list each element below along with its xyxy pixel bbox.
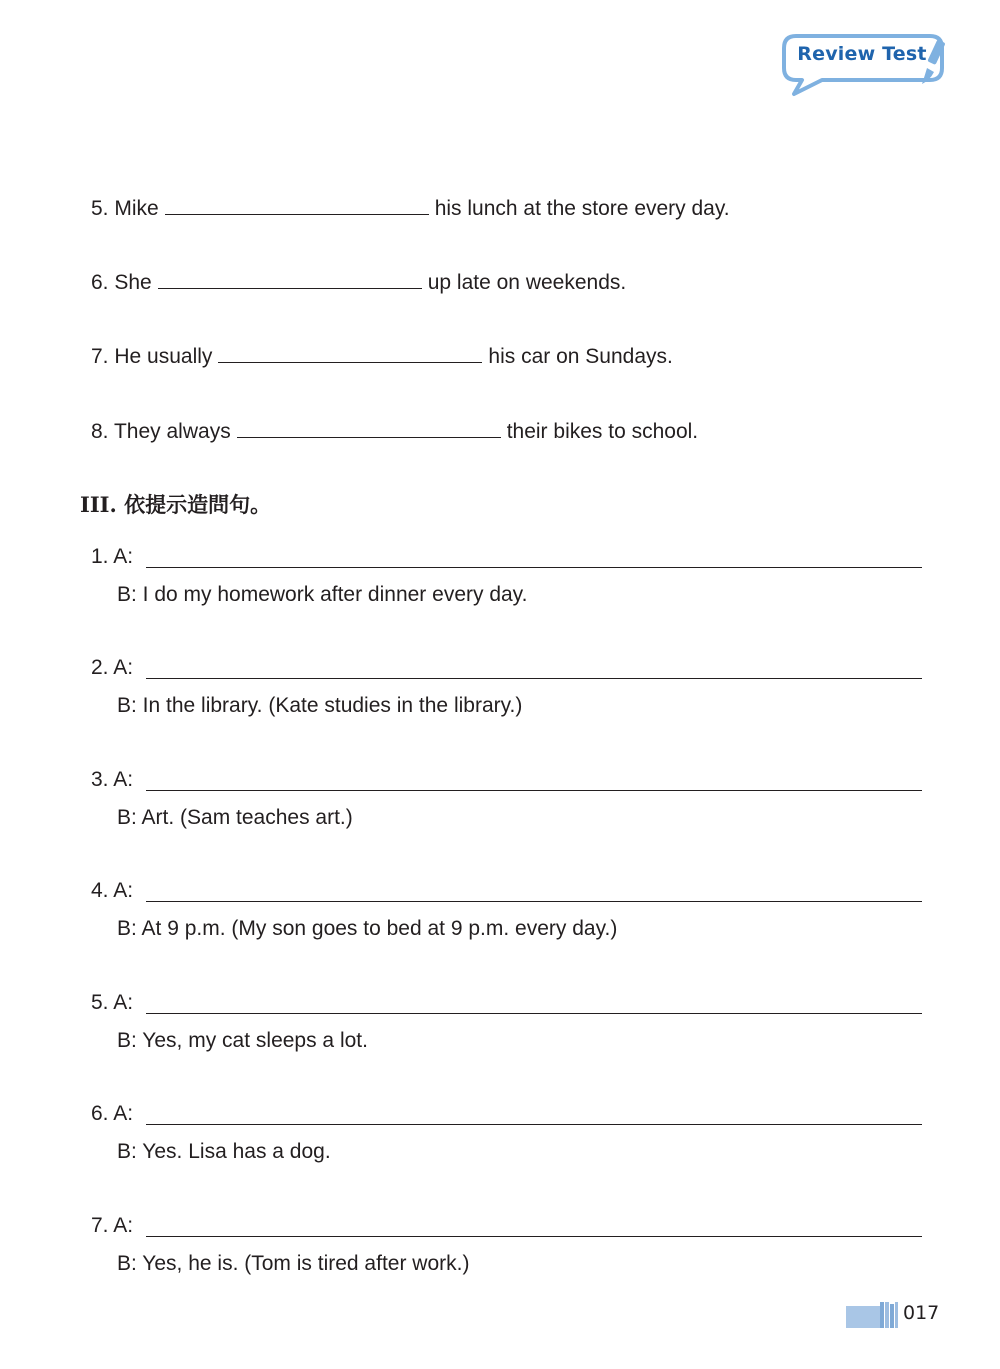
question-number: 5.: [91, 991, 109, 1014]
question-number: 1.: [91, 545, 109, 568]
question-a-row: [91, 1101, 133, 1127]
a-label: A:: [113, 656, 134, 679]
fill-in-item: [91, 417, 698, 445]
item-text-before: He usually: [114, 345, 213, 368]
question-a-row: [91, 544, 133, 570]
a-label: A:: [113, 1102, 134, 1125]
item-number: 7.: [91, 345, 109, 368]
answer-blank[interactable]: [237, 417, 501, 438]
answer-blank[interactable]: [165, 194, 429, 215]
question-a-row: [91, 1213, 133, 1239]
item-number: 8.: [91, 420, 109, 443]
a-label: A:: [113, 545, 134, 568]
a-label: A:: [113, 991, 134, 1014]
question-a-row: [91, 655, 133, 681]
question-number: 4.: [91, 879, 109, 902]
b-answer: B: Yes, he is. (Tom is tired after work.): [117, 1252, 470, 1275]
a-label: A:: [113, 1214, 134, 1237]
b-answer: B: In the library. (Kate studies in the library.): [117, 694, 523, 717]
question-a-row: [91, 878, 133, 904]
answer-line[interactable]: [146, 678, 922, 679]
question-number: 6.: [91, 1102, 109, 1125]
b-answer: B: I do my homework after dinner every day.: [117, 583, 528, 606]
question-number: 2.: [91, 656, 109, 679]
b-answer: B: Art. (Sam teaches art.): [117, 806, 353, 829]
item-text-after: his lunch at the store every day.: [434, 197, 730, 220]
b-answer: B: At 9 p.m. (My son goes to bed at 9 p.m. every day.): [117, 917, 618, 940]
answer-blank[interactable]: [158, 268, 422, 289]
answer-line[interactable]: [146, 1124, 922, 1125]
b-answer: B: Yes. Lisa has a dog.: [117, 1140, 331, 1163]
fill-in-item: [91, 268, 626, 296]
a-label: A:: [113, 879, 134, 902]
item-text-before: Mike: [114, 197, 159, 220]
question-number: 7.: [91, 1214, 109, 1237]
section-title: III. 依提示造問句。: [80, 492, 272, 517]
answer-line[interactable]: [146, 1013, 922, 1014]
page-number: 017: [903, 1302, 940, 1324]
question-a-row: [91, 767, 133, 793]
answer-line[interactable]: [146, 1236, 922, 1237]
item-text-before: They always: [113, 420, 231, 443]
item-number: 5.: [91, 197, 109, 220]
fill-in-item: [91, 342, 673, 370]
answer-line[interactable]: [146, 567, 922, 568]
item-text-after: his car on Sundays.: [488, 345, 673, 368]
b-answer: B: Yes, my cat sleeps a lot.: [117, 1029, 368, 1052]
item-text-after: their bikes to school.: [506, 420, 699, 443]
review-test-badge: [782, 32, 952, 98]
item-number: 6.: [91, 271, 109, 294]
question-a-row: [91, 990, 133, 1016]
answer-line[interactable]: [146, 790, 922, 791]
item-text-before: She: [114, 271, 152, 294]
question-number: 3.: [91, 768, 109, 791]
fill-in-item: [91, 194, 730, 222]
answer-blank[interactable]: [218, 342, 482, 363]
item-text-after: up late on weekends.: [427, 271, 627, 294]
a-label: A:: [113, 768, 134, 791]
book-icon: [846, 1300, 898, 1328]
review-test-label: Review Test: [797, 43, 927, 65]
answer-line[interactable]: [146, 901, 922, 902]
